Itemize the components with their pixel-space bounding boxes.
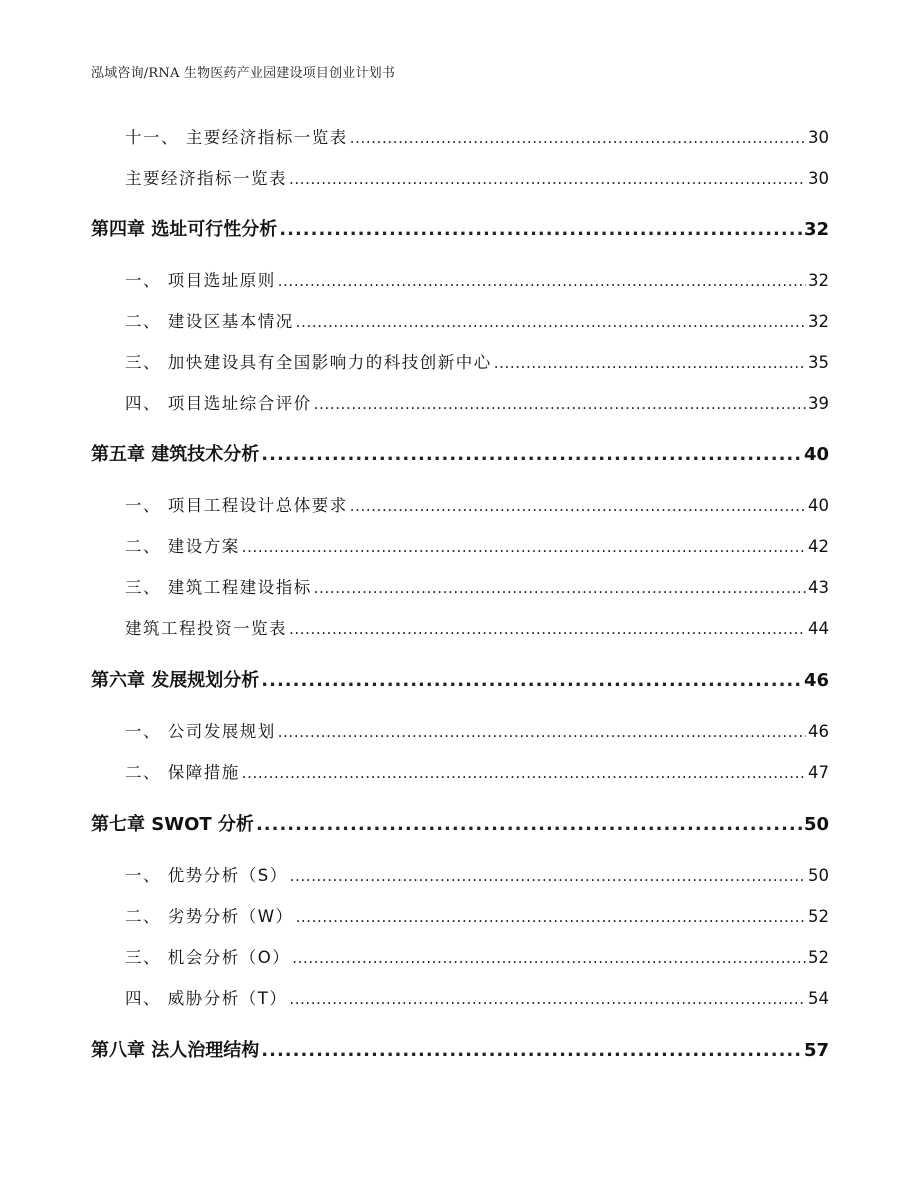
- toc-dot-leader: [494, 354, 806, 372]
- toc-entry-title: 建筑工程投资一览表: [125, 619, 287, 638]
- toc-page-number: 30: [808, 128, 829, 147]
- toc-entry-chapter[interactable]: [91, 810, 829, 836]
- toc-page-number: 42: [808, 537, 829, 556]
- toc-page-number: 40: [808, 496, 829, 515]
- toc-page-number: 57: [803, 1040, 829, 1061]
- toc-entry[interactable]: [125, 862, 829, 886]
- toc-entry[interactable]: [125, 944, 829, 968]
- toc-entry[interactable]: [125, 615, 829, 639]
- toc-page-number: 32: [808, 271, 829, 290]
- toc-page-number: 40: [803, 444, 829, 465]
- toc-entry-chapter[interactable]: [91, 1036, 829, 1062]
- toc-entry-title: 一、 项目工程设计总体要求: [125, 496, 348, 515]
- toc-entry-title: 二、 建设区基本情况: [125, 312, 294, 331]
- toc-dot-leader: [350, 129, 806, 147]
- toc-entry[interactable]: [125, 759, 829, 783]
- toc-dot-leader: [296, 908, 806, 926]
- toc-entry-title: 三、 机会分析（O）: [125, 948, 291, 967]
- toc-dot-leader: [289, 990, 806, 1008]
- toc-entry[interactable]: [125, 124, 829, 148]
- toc-dot-leader: [314, 395, 806, 413]
- toc-page-number: 32: [808, 312, 829, 331]
- toc-page-number: 54: [808, 989, 829, 1008]
- toc-page-number: 43: [808, 578, 829, 597]
- toc-entry[interactable]: [125, 985, 829, 1009]
- toc-page-number: 44: [808, 619, 829, 638]
- toc-entry[interactable]: [125, 349, 829, 373]
- toc-dot-leader: [278, 272, 806, 290]
- toc-entry-chapter[interactable]: [91, 666, 829, 692]
- toc-entry-title: 十一、 主要经济指标一览表: [125, 128, 348, 147]
- toc-entry[interactable]: [125, 903, 829, 927]
- toc-entry-title: 三、 加快建设具有全国影响力的科技创新中心: [125, 353, 492, 372]
- toc-page-number: 50: [808, 866, 829, 885]
- toc-entry-title: 第四章 选址可行性分析: [91, 219, 278, 240]
- toc-entry-title: 一、 优势分析（S）: [125, 866, 288, 885]
- toc-entry-chapter[interactable]: [91, 215, 829, 241]
- toc-entry[interactable]: [125, 533, 829, 557]
- toc-entry[interactable]: [125, 574, 829, 598]
- toc-entry[interactable]: [125, 267, 829, 291]
- toc-entry-title: 第七章 SWOT 分析: [91, 814, 254, 835]
- toc-page-number: 46: [808, 722, 829, 741]
- toc-dot-leader: [289, 620, 806, 638]
- toc-dot-leader: [292, 949, 806, 967]
- toc-page-number: 46: [803, 670, 829, 691]
- toc-dot-leader: [296, 313, 806, 331]
- toc-dot-leader: [278, 723, 806, 741]
- page-header: 泓域咨询/RNA 生物医药产业园建设项目创业计划书: [91, 66, 396, 81]
- toc-page-number: 30: [808, 169, 829, 188]
- toc-dot-leader: [261, 670, 802, 691]
- toc-entry-chapter[interactable]: [91, 440, 829, 466]
- toc-page-number: 47: [808, 763, 829, 782]
- toc-page-number: 39: [808, 394, 829, 413]
- toc-dot-leader: [261, 444, 802, 465]
- toc-dot-leader: [279, 219, 802, 240]
- toc-entry[interactable]: [125, 165, 829, 189]
- toc-entry-title: 四、 威胁分析（T）: [125, 989, 288, 1008]
- toc-page-number: 35: [808, 353, 829, 372]
- toc-entry[interactable]: [125, 492, 829, 516]
- toc-entry-title: 一、 项目选址原则: [125, 271, 276, 290]
- toc-entry-title: 第五章 建筑技术分析: [91, 444, 260, 465]
- toc-entry-title: 主要经济指标一览表: [125, 169, 287, 188]
- toc-entry-title: 一、 公司发展规划: [125, 722, 276, 741]
- toc-dot-leader: [242, 764, 806, 782]
- toc-dot-leader: [314, 579, 806, 597]
- toc-entry[interactable]: [125, 390, 829, 414]
- toc-dot-leader: [290, 867, 806, 885]
- toc-entry-title: 二、 劣势分析（W）: [125, 907, 294, 926]
- toc-dot-leader: [242, 538, 806, 556]
- toc-entry-title: 第六章 发展规划分析: [91, 670, 260, 691]
- toc-dot-leader: [261, 1040, 802, 1061]
- toc-entry[interactable]: [125, 308, 829, 332]
- toc-entry-title: 第八章 法人治理结构: [91, 1040, 260, 1061]
- toc-page-number: 52: [808, 907, 829, 926]
- toc-entry-title: 三、 建筑工程建设指标: [125, 578, 312, 597]
- toc-dot-leader: [289, 170, 806, 188]
- toc-dot-leader: [256, 814, 802, 835]
- toc-page-number: 32: [803, 219, 829, 240]
- toc-dot-leader: [350, 497, 806, 515]
- toc-entry-title: 四、 项目选址综合评价: [125, 394, 312, 413]
- toc-entry[interactable]: [125, 718, 829, 742]
- toc-entry-title: 二、 保障措施: [125, 763, 240, 782]
- toc-page-number: 52: [808, 948, 829, 967]
- toc-entry-title: 二、 建设方案: [125, 537, 240, 556]
- toc-page-number: 50: [803, 814, 829, 835]
